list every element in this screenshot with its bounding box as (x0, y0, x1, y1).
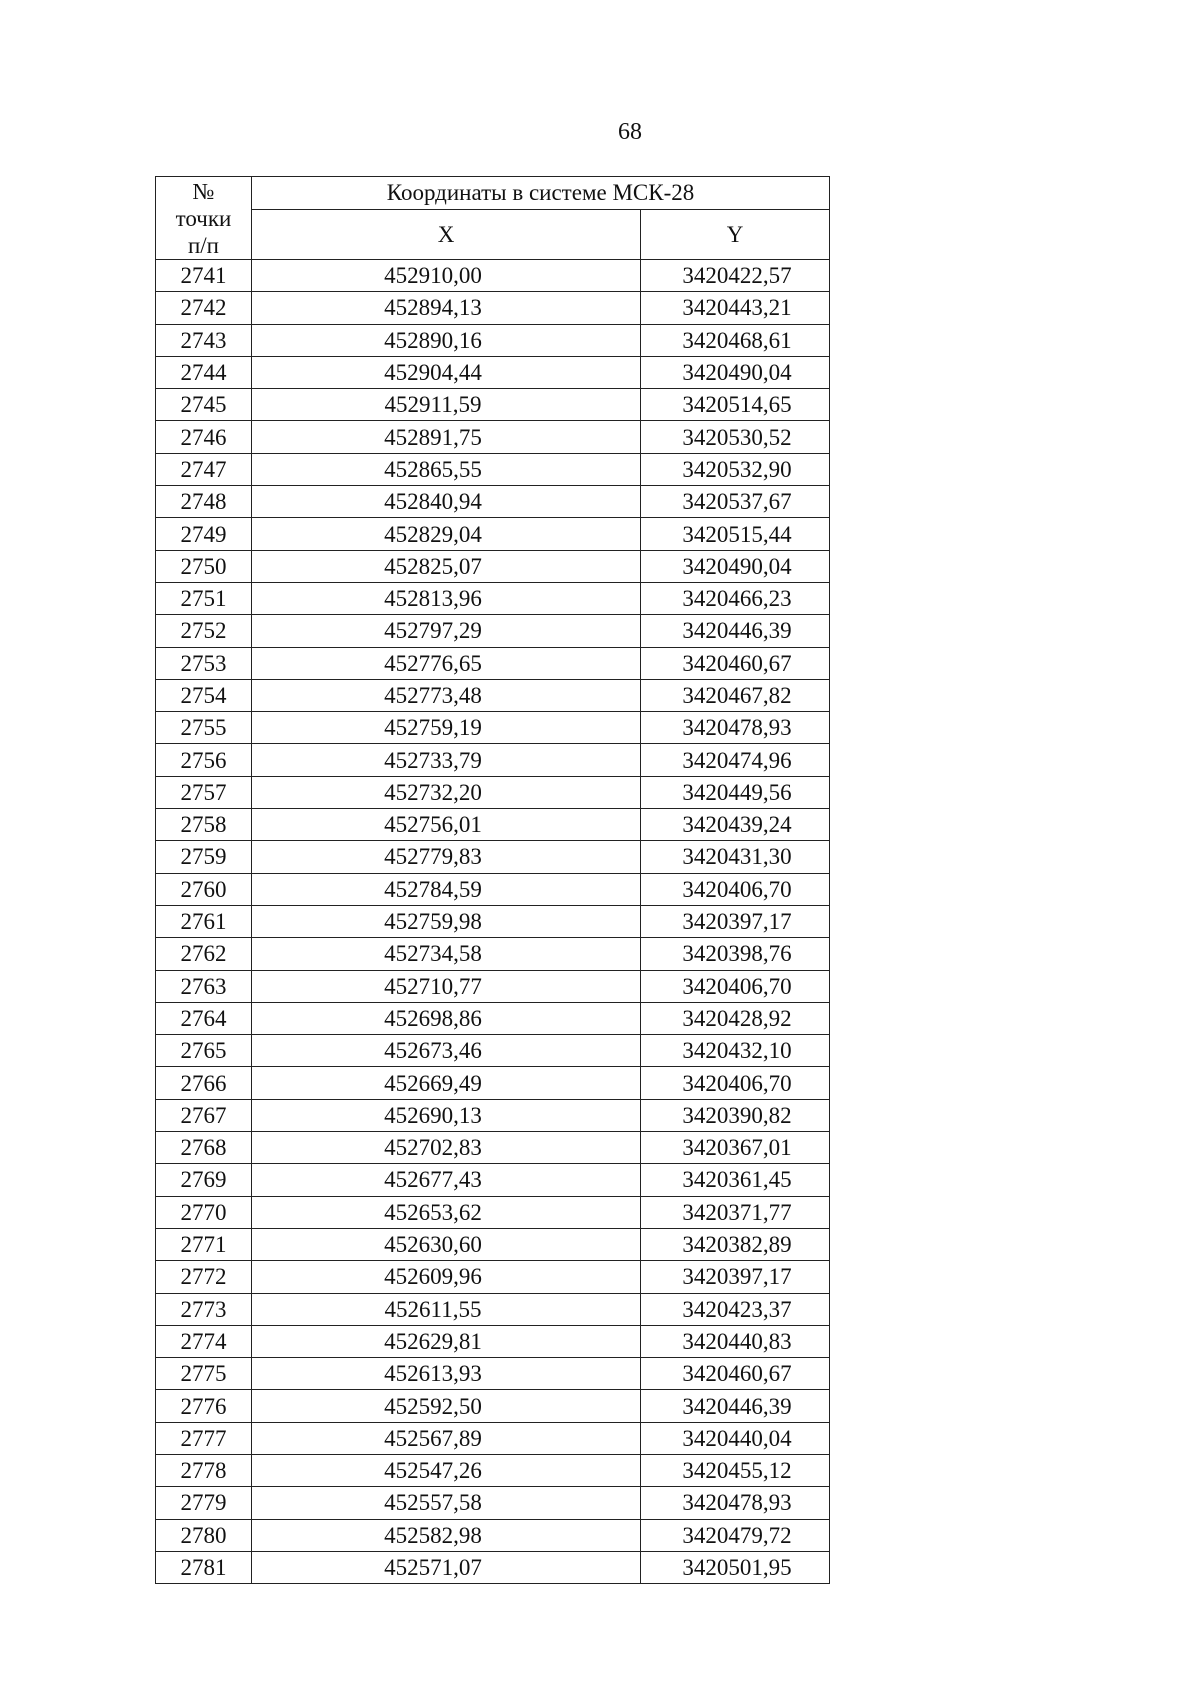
table-row (156, 776, 830, 808)
header-point-number (156, 177, 252, 260)
point-number-cell: 2779 (156, 1487, 252, 1519)
y-coordinate-cell: 3420432,10 (641, 1035, 830, 1067)
x-coordinate-cell: 452547,26 (252, 1454, 641, 1486)
point-number-cell: 2750 (156, 550, 252, 582)
point-number-cell: 2780 (156, 1519, 252, 1551)
table-row (156, 1132, 830, 1164)
table-row (156, 905, 830, 937)
point-number-cell: 2762 (156, 938, 252, 970)
point-number-cell: 2768 (156, 1132, 252, 1164)
x-coordinate-cell: 452784,59 (252, 873, 641, 905)
x-coordinate-cell: 452733,79 (252, 744, 641, 776)
table-row (156, 421, 830, 453)
table-row (156, 1196, 830, 1228)
y-coordinate-cell: 3420455,12 (641, 1454, 830, 1486)
x-coordinate-cell: 452630,60 (252, 1228, 641, 1260)
y-coordinate-cell: 3420468,61 (641, 324, 830, 356)
y-coordinate-cell: 3420439,24 (641, 809, 830, 841)
point-number-cell: 2767 (156, 1099, 252, 1131)
y-coordinate-cell: 3420478,93 (641, 712, 830, 744)
point-number-cell: 2775 (156, 1358, 252, 1390)
table-row (156, 938, 830, 970)
x-coordinate-cell: 452702,83 (252, 1132, 641, 1164)
point-number-cell: 2774 (156, 1325, 252, 1357)
coordinates-table (155, 176, 830, 1584)
y-coordinate-cell: 3420501,95 (641, 1551, 830, 1583)
y-coordinate-cell: 3420478,93 (641, 1487, 830, 1519)
y-coordinate-cell: 3420382,89 (641, 1228, 830, 1260)
header-row-group (156, 177, 830, 210)
y-coordinate-cell: 3420397,17 (641, 905, 830, 937)
y-coordinate-cell: 3420406,70 (641, 1067, 830, 1099)
x-coordinate-cell: 452669,49 (252, 1067, 641, 1099)
point-number-cell: 2746 (156, 421, 252, 453)
table-row (156, 389, 830, 421)
x-coordinate-cell: 452890,16 (252, 324, 641, 356)
y-coordinate-cell: 3420467,82 (641, 679, 830, 711)
y-coordinate-cell: 3420537,67 (641, 486, 830, 518)
table-body (156, 260, 830, 1584)
x-coordinate-cell: 452894,13 (252, 292, 641, 324)
y-coordinate-cell: 3420406,70 (641, 970, 830, 1002)
point-number-cell: 2777 (156, 1422, 252, 1454)
table-row (156, 1293, 830, 1325)
x-coordinate-cell: 452613,93 (252, 1358, 641, 1390)
x-coordinate-cell: 452813,96 (252, 582, 641, 614)
table-row (156, 356, 830, 388)
point-number-cell: 2754 (156, 679, 252, 711)
table-row (156, 518, 830, 550)
x-coordinate-cell: 452865,55 (252, 453, 641, 485)
table-row (156, 647, 830, 679)
x-coordinate-cell: 452759,19 (252, 712, 641, 744)
x-coordinate-cell: 452571,07 (252, 1551, 641, 1583)
table-row (156, 744, 830, 776)
point-number-cell: 2755 (156, 712, 252, 744)
y-coordinate-cell: 3420466,23 (641, 582, 830, 614)
point-number-cell: 2776 (156, 1390, 252, 1422)
header-coordinates-group: Координаты в системе МСК-28 (252, 177, 830, 210)
table-row (156, 260, 830, 292)
x-coordinate-cell: 452911,59 (252, 389, 641, 421)
table-row (156, 1228, 830, 1260)
point-number-cell: 2757 (156, 776, 252, 808)
x-coordinate-cell: 452611,55 (252, 1293, 641, 1325)
x-coordinate-cell: 452609,96 (252, 1261, 641, 1293)
table-row (156, 1002, 830, 1034)
x-coordinate-cell: 452756,01 (252, 809, 641, 841)
y-coordinate-cell: 3420479,72 (641, 1519, 830, 1551)
y-coordinate-cell: 3420422,57 (641, 260, 830, 292)
y-coordinate-cell: 3420446,39 (641, 615, 830, 647)
point-number-cell: 2745 (156, 389, 252, 421)
y-coordinate-cell: 3420398,76 (641, 938, 830, 970)
point-number-cell: 2759 (156, 841, 252, 873)
point-number-cell: 2751 (156, 582, 252, 614)
x-coordinate-cell: 452910,00 (252, 260, 641, 292)
y-coordinate-cell: 3420490,04 (641, 550, 830, 582)
table-row (156, 1358, 830, 1390)
table-row (156, 615, 830, 647)
table-row (156, 486, 830, 518)
point-number-cell: 2744 (156, 356, 252, 388)
point-number-cell: 2766 (156, 1067, 252, 1099)
y-coordinate-cell: 3420530,52 (641, 421, 830, 453)
x-coordinate-cell: 452567,89 (252, 1422, 641, 1454)
point-number-cell: 2781 (156, 1551, 252, 1583)
y-coordinate-cell: 3420460,67 (641, 647, 830, 679)
x-coordinate-cell: 452557,58 (252, 1487, 641, 1519)
y-coordinate-cell: 3420474,96 (641, 744, 830, 776)
x-coordinate-cell: 452776,65 (252, 647, 641, 679)
table-row (156, 873, 830, 905)
point-number-cell: 2753 (156, 647, 252, 679)
table-row (156, 1261, 830, 1293)
y-coordinate-cell: 3420367,01 (641, 1132, 830, 1164)
table-row (156, 324, 830, 356)
x-coordinate-cell: 452698,86 (252, 1002, 641, 1034)
y-coordinate-cell: 3420361,45 (641, 1164, 830, 1196)
x-coordinate-cell: 452673,46 (252, 1035, 641, 1067)
table-row (156, 809, 830, 841)
y-coordinate-cell: 3420515,44 (641, 518, 830, 550)
point-number-cell: 2765 (156, 1035, 252, 1067)
y-coordinate-cell: 3420532,90 (641, 453, 830, 485)
y-coordinate-cell: 3420446,39 (641, 1390, 830, 1422)
x-coordinate-cell: 452677,43 (252, 1164, 641, 1196)
table-row (156, 1551, 830, 1583)
header-num-abbr: п/п (187, 232, 219, 258)
table-row (156, 679, 830, 711)
y-coordinate-cell: 3420440,83 (641, 1325, 830, 1357)
header-num-sign: № (192, 178, 215, 204)
y-coordinate-cell: 3420449,56 (641, 776, 830, 808)
point-number-cell: 2756 (156, 744, 252, 776)
x-coordinate-cell: 452773,48 (252, 679, 641, 711)
table-row (156, 1099, 830, 1131)
point-number-cell: 2769 (156, 1164, 252, 1196)
y-coordinate-cell: 3420490,04 (641, 356, 830, 388)
table-row (156, 1487, 830, 1519)
point-number-cell: 2758 (156, 809, 252, 841)
x-coordinate-cell: 452840,94 (252, 486, 641, 518)
y-coordinate-cell: 3420390,82 (641, 1099, 830, 1131)
table-row (156, 841, 830, 873)
point-number-cell: 2742 (156, 292, 252, 324)
x-coordinate-cell: 452653,62 (252, 1196, 641, 1228)
table-row (156, 1067, 830, 1099)
table-row (156, 1164, 830, 1196)
x-coordinate-cell: 452759,98 (252, 905, 641, 937)
y-coordinate-cell: 3420440,04 (641, 1422, 830, 1454)
page-number: 68 (618, 119, 642, 145)
point-number-cell: 2761 (156, 905, 252, 937)
table-row (156, 1454, 830, 1486)
y-coordinate-cell: 3420514,65 (641, 389, 830, 421)
header-row-axes (156, 210, 830, 260)
y-coordinate-cell: 3420428,92 (641, 1002, 830, 1034)
table-row (156, 292, 830, 324)
table-row (156, 970, 830, 1002)
header-x: X (252, 210, 641, 260)
x-coordinate-cell: 452904,44 (252, 356, 641, 388)
x-coordinate-cell: 452829,04 (252, 518, 641, 550)
x-coordinate-cell: 452779,83 (252, 841, 641, 873)
point-number-cell: 2770 (156, 1196, 252, 1228)
table-row (156, 550, 830, 582)
table-row (156, 712, 830, 744)
x-coordinate-cell: 452732,20 (252, 776, 641, 808)
y-coordinate-cell: 3420423,37 (641, 1293, 830, 1325)
header-y: Y (641, 210, 830, 260)
point-number-cell: 2764 (156, 1002, 252, 1034)
point-number-cell: 2747 (156, 453, 252, 485)
point-number-cell: 2771 (156, 1228, 252, 1260)
table-row (156, 453, 830, 485)
y-coordinate-cell: 3420443,21 (641, 292, 830, 324)
table-row (156, 1390, 830, 1422)
x-coordinate-cell: 452825,07 (252, 550, 641, 582)
point-number-cell: 2748 (156, 486, 252, 518)
table-row (156, 1519, 830, 1551)
x-coordinate-cell: 452710,77 (252, 970, 641, 1002)
x-coordinate-cell: 452629,81 (252, 1325, 641, 1357)
point-number-cell: 2778 (156, 1454, 252, 1486)
table-row (156, 1325, 830, 1357)
x-coordinate-cell: 452797,29 (252, 615, 641, 647)
x-coordinate-cell: 452582,98 (252, 1519, 641, 1551)
y-coordinate-cell: 3420460,67 (641, 1358, 830, 1390)
x-coordinate-cell: 452690,13 (252, 1099, 641, 1131)
point-number-cell: 2749 (156, 518, 252, 550)
point-number-cell: 2773 (156, 1293, 252, 1325)
x-coordinate-cell: 452734,58 (252, 938, 641, 970)
header-num-word: точки (175, 205, 232, 231)
table-row (156, 1035, 830, 1067)
table-row (156, 1422, 830, 1454)
point-number-cell: 2743 (156, 324, 252, 356)
y-coordinate-cell: 3420371,77 (641, 1196, 830, 1228)
y-coordinate-cell: 3420406,70 (641, 873, 830, 905)
y-coordinate-cell: 3420397,17 (641, 1261, 830, 1293)
point-number-cell: 2752 (156, 615, 252, 647)
point-number-cell: 2763 (156, 970, 252, 1002)
x-coordinate-cell: 452592,50 (252, 1390, 641, 1422)
point-number-cell: 2760 (156, 873, 252, 905)
point-number-cell: 2741 (156, 260, 252, 292)
table-row (156, 582, 830, 614)
x-coordinate-cell: 452891,75 (252, 421, 641, 453)
y-coordinate-cell: 3420431,30 (641, 841, 830, 873)
point-number-cell: 2772 (156, 1261, 252, 1293)
